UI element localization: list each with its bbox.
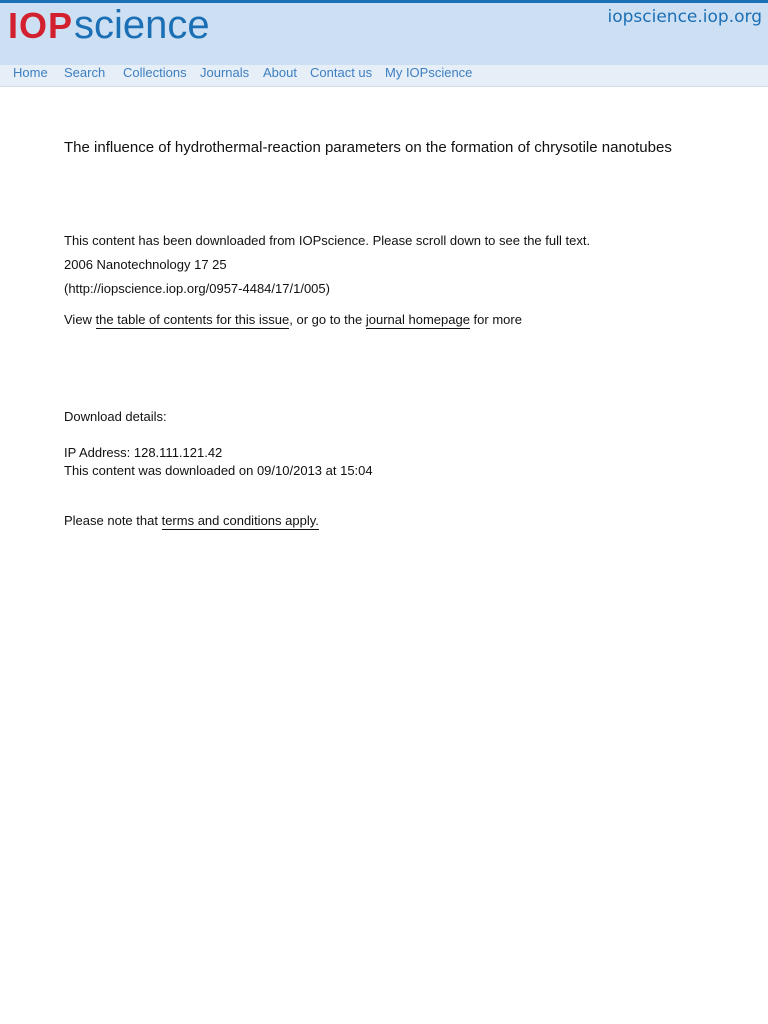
nav-contact-us[interactable]: Contact us bbox=[310, 65, 373, 80]
main-nav bbox=[0, 65, 768, 87]
site-url-link[interactable]: iopscience.iop.org bbox=[607, 7, 762, 27]
terms-line bbox=[64, 513, 319, 529]
terms-prefix: Please note that bbox=[64, 513, 162, 528]
download-details-heading: Download details: bbox=[64, 409, 167, 424]
downloaded-on: This content was downloaded on 09/10/2013 at 15:04 bbox=[64, 463, 373, 478]
terms-and-conditions-link[interactable]: terms and conditions apply. bbox=[161, 513, 319, 528]
view-middle: , or go to the bbox=[289, 312, 366, 327]
article-title: The influence of hydrothermal-reaction parameters on the formation of chrysotile nanotubes bbox=[64, 139, 672, 156]
article-url: (http://iopscience.iop.org/0957-4484/17/1/005) bbox=[64, 281, 330, 296]
nav-search[interactable]: Search bbox=[64, 65, 106, 80]
logo-iop-text: IOP bbox=[8, 5, 74, 46]
nav-journals[interactable]: Journals bbox=[200, 65, 250, 80]
nav-about[interactable]: About bbox=[263, 65, 297, 80]
nav-home[interactable]: Home bbox=[13, 65, 48, 80]
download-notice: This content has been downloaded from IOPscience. Please scroll down to see the full text. bbox=[64, 233, 591, 248]
view-suffix: for more bbox=[469, 312, 522, 327]
iopscience-logo[interactable] bbox=[8, 3, 210, 47]
table-of-contents-link[interactable]: the table of contents for this issue bbox=[95, 312, 290, 327]
nav-my-iopscience[interactable]: My IOPscience bbox=[385, 65, 473, 80]
journal-homepage-link[interactable]: journal homepage bbox=[365, 312, 470, 327]
view-prefix: View bbox=[64, 312, 96, 327]
citation: 2006 Nanotechnology 17 25 bbox=[64, 257, 227, 272]
nav-collections[interactable]: Collections bbox=[123, 65, 187, 80]
logo-science-text: science bbox=[74, 3, 210, 47]
view-links-line bbox=[64, 312, 522, 328]
site-header bbox=[0, 0, 768, 65]
ip-address: IP Address: 128.111.121.42 bbox=[64, 445, 223, 460]
